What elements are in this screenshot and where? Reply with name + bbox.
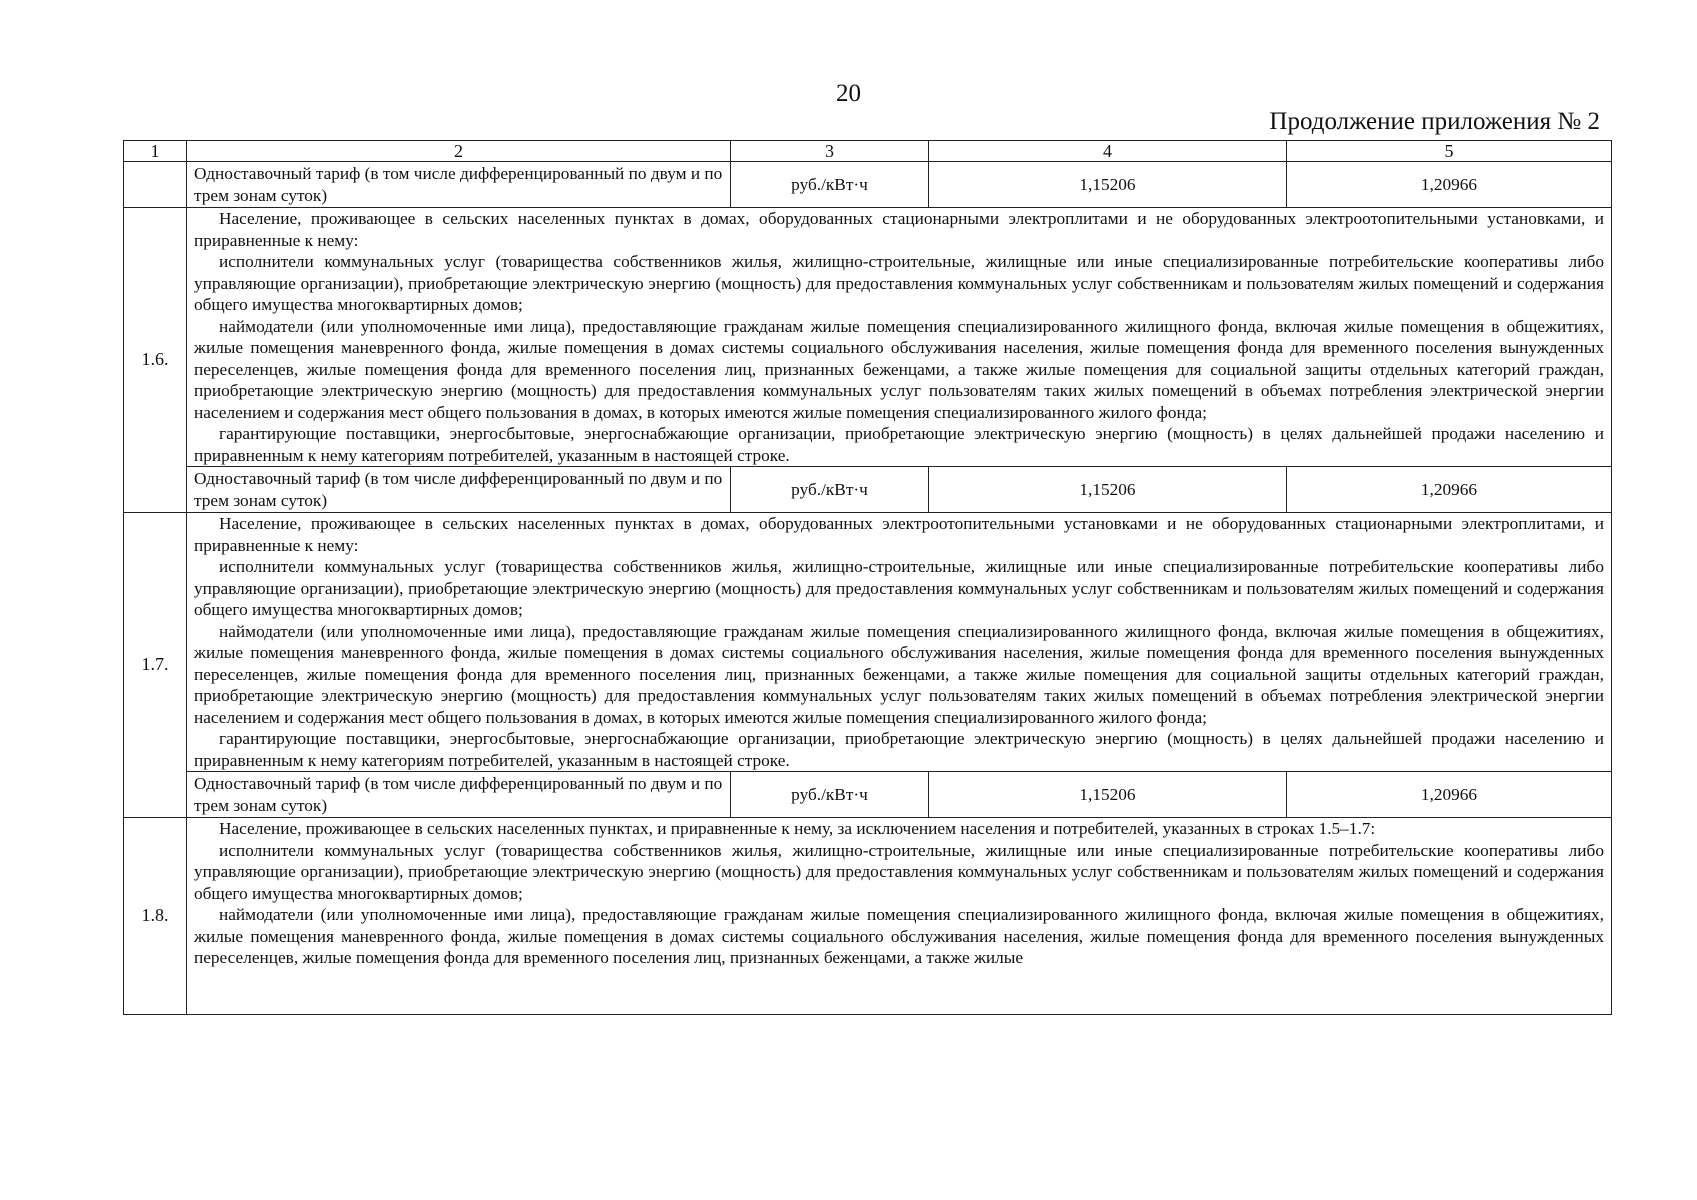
- section-text-clip: [194, 818, 1604, 1014]
- section-description: [187, 208, 1612, 467]
- tariff-unit: руб./кВт·ч: [731, 467, 929, 513]
- table-header-row: [124, 141, 1612, 162]
- tariff-value-1: 1,15206: [929, 772, 1287, 818]
- section-paragraph: гарантирующие поставщики, энергосбытовые, энергоснабжающие организации, приобретающие электрическую энергию (мощность) в целях дальнейшей продажи населению и приравненным к нему категориям потребителей, указанным в настоящей строке.: [194, 424, 1604, 465]
- section-paragraph: Население, проживающее в сельских населенных пунктах в домах, оборудованных электроотопительными установками и не оборудованных стационарными электроплитами, и приравненные к нему:: [194, 514, 1604, 555]
- tariff-unit: руб./кВт·ч: [731, 772, 929, 818]
- section-row: [124, 208, 1612, 467]
- tariff-value-2: 1,20966: [1287, 467, 1612, 513]
- column-header: 3: [731, 141, 929, 162]
- section-paragraph: наймодатели (или уполномоченные ими лица), предоставляющие гражданам жилые помещения специализированного жилищного фонда, включая жилые помещения в общежитиях, жилые помещения маневренного фонда, жилые помещения в домах системы социального обслуживания населения, жилые помещения фонда для временного поселения вынужденных переселенцев, жилые помещения фонда для временного поселения лиц, признанных беженцами, а также жилые: [194, 905, 1604, 967]
- section-paragraph: исполнители коммунальных услуг (товарищества собственников жилья, жилищно-строительные, жилищные или иные специализированные потребительские кооперативы либо управляющие организации), приобретающие электрическую энергию (мощность) для предоставления коммунальных услуг собственникам и пользователям жилых помещений и содержания общего имущества многоквартирных домов;: [194, 557, 1604, 619]
- column-header: 5: [1287, 141, 1612, 162]
- section-paragraph: исполнители коммунальных услуг (товарищества собственников жилья, жилищно-строительные, жилищные или иные специализированные потребительские кооперативы либо управляющие организации), приобретающие электрическую энергию (мощность) для предоставления коммунальных услуг собственникам и пользователям жилых помещений и содержания общего имущества многоквартирных домов;: [194, 252, 1604, 314]
- tariff-row: [124, 162, 1612, 208]
- tariff-value-1: 1,15206: [929, 467, 1287, 513]
- tariff-value-2: 1,20966: [1287, 162, 1612, 208]
- row-number: 1.8.: [124, 818, 187, 1015]
- tariff-table: [123, 140, 1612, 1015]
- section-row: [124, 513, 1612, 772]
- empty-cell: [124, 162, 187, 208]
- section-paragraph: гарантирующие поставщики, энергосбытовые, энергоснабжающие организации, приобретающие электрическую энергию (мощность) в целях дальнейшей продажи населению и приравненным к нему категориям потребителей, указанным в настоящей строке.: [194, 729, 1604, 770]
- section-paragraph: исполнители коммунальных услуг (товарищества собственников жилья, жилищно-строительные, жилищные или иные специализированные потребительские кооперативы либо управляющие организации), приобретающие электрическую энергию (мощность) для предоставления коммунальных услуг собственникам и пользователям жилых помещений и содержания общего имущества многоквартирных домов;: [194, 840, 1604, 903]
- column-header: 2: [187, 141, 731, 162]
- section-paragraph: Население, проживающее в сельских населенных пунктах, и приравненные к нему, за исключением населения и потребителей, указанных в строках 1.5–1.7:: [219, 819, 1376, 838]
- column-header: 4: [929, 141, 1287, 162]
- continuation-title: Продолжение приложения № 2: [1269, 108, 1600, 135]
- tariff-row: [124, 467, 1612, 513]
- tariff-unit: руб./кВт·ч: [731, 162, 929, 208]
- page-number: 20: [836, 80, 861, 107]
- section-paragraph: наймодатели (или уполномоченные ими лица), предоставляющие гражданам жилые помещения специализированного жилищного фонда, включая жилые помещения в общежитиях, жилые помещения маневренного фонда, жилые помещения в домах системы социального обслуживания населения, жилые помещения фонда для временного поселения вынужденных переселенцев, жилые помещения фонда для временного поселения лиц, признанных беженцами, а также жилые помещения для социальной защиты отдельных категорий граждан, приобретающие электрическую энергию (мощность) для предоставления коммунальных услуг пользователям таких жилых помещений в объемах потребления электрической энергии населением и содержания мест общего пользования в домах, в которых имеются жилые помещения специализированного жилого фонда;: [194, 621, 1604, 727]
- tariff-description: Одноставочный тариф (в том числе дифференцированный по двум и по трем зонам суток): [187, 162, 731, 208]
- section-paragraph: Население, проживающее в сельских населенных пунктах в домах, оборудованных стационарными электроплитами и не оборудованных электроотопительными установками, и приравненные к нему:: [194, 209, 1604, 250]
- column-header: 1: [124, 141, 187, 162]
- tariff-description: Одноставочный тариф (в том числе дифференцированный по двум и по трем зонам суток): [187, 467, 731, 513]
- section-paragraph: наймодатели (или уполномоченные ими лица), предоставляющие гражданам жилые помещения специализированного жилищного фонда, включая жилые помещения в общежитиях, жилые помещения маневренного фонда, жилые помещения в домах системы социального обслуживания населения, жилые помещения фонда для временного поселения вынужденных переселенцев, жилые помещения фонда для временного поселения лиц, признанных беженцами, а также жилые помещения для социальной защиты отдельных категорий граждан, приобретающие электрическую энергию (мощность) для предоставления коммунальных услуг пользователям таких жилых помещений в объемах потребления электрической энергии населением и содержания мест общего пользования в домах, в которых имеются жилые помещения специализированного жилого фонда;: [194, 316, 1604, 422]
- tariff-value-2: 1,20966: [1287, 772, 1612, 818]
- tariff-description: Одноставочный тариф (в том числе дифференцированный по двум и по трем зонам суток): [187, 772, 731, 818]
- row-number: 1.7.: [124, 513, 187, 818]
- tariff-row: [124, 772, 1612, 818]
- row-number: 1.6.: [124, 208, 187, 513]
- section-row: [124, 818, 1612, 1015]
- section-description: [187, 513, 1612, 772]
- section-description: [187, 818, 1612, 1015]
- tariff-value-1: 1,15206: [929, 162, 1287, 208]
